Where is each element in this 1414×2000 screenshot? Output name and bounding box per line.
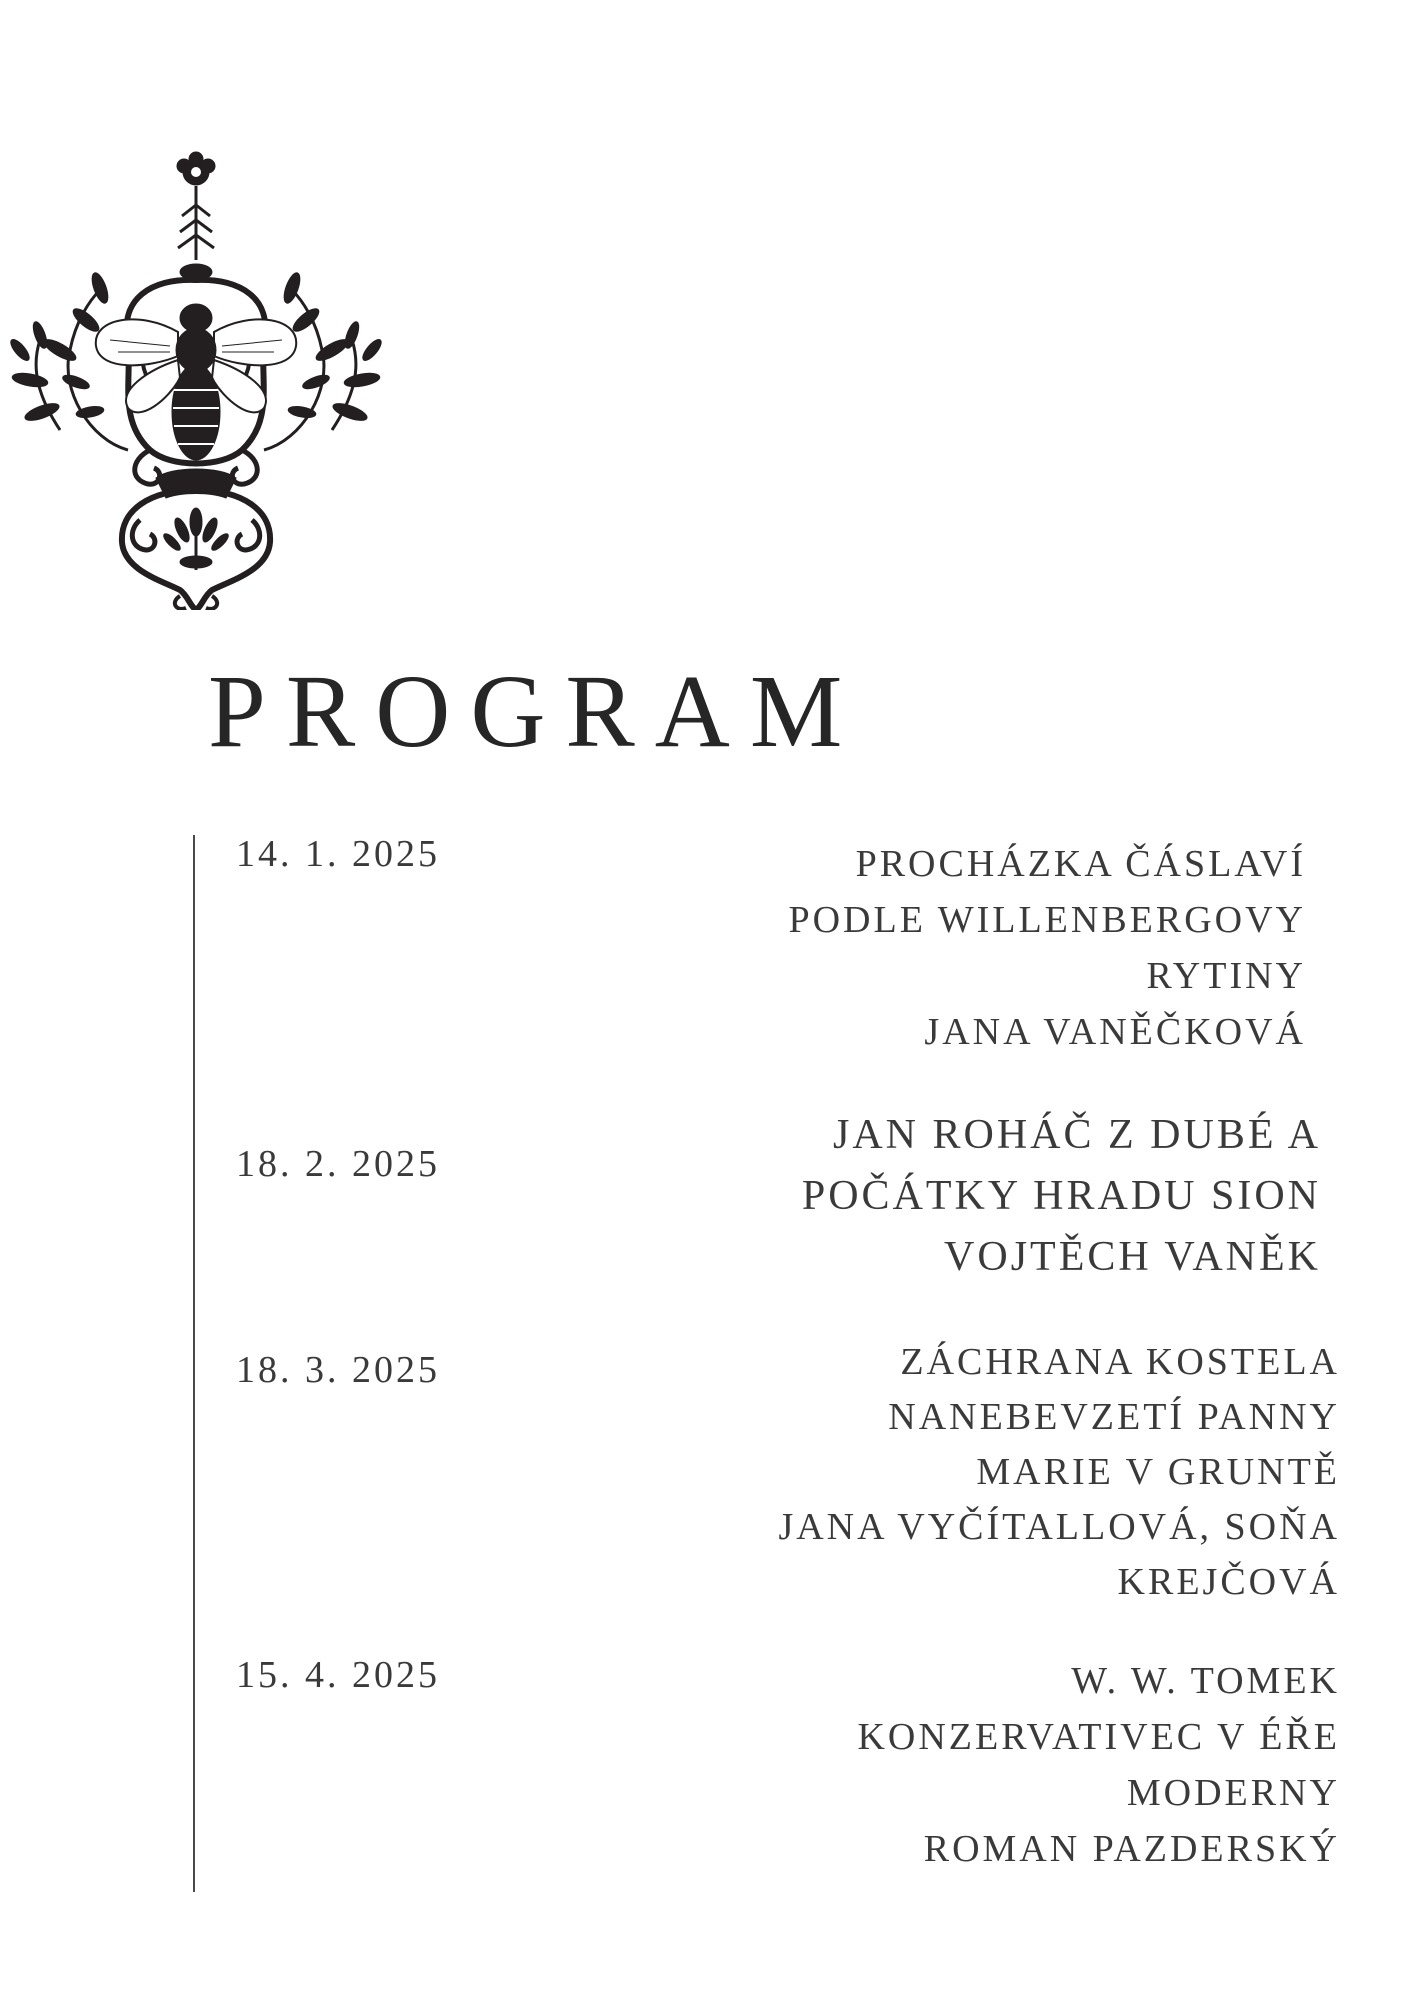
- event-title-line: JAN ROHÁČ Z DUBÉ A: [832, 1112, 1321, 1158]
- event-description: [802, 1105, 1321, 1288]
- event-title-line: POČÁTKY HRADU SION: [801, 1173, 1321, 1219]
- page-title: PROGRAM: [208, 654, 863, 769]
- event-speaker: VOJTĚCH VANĚK: [944, 1234, 1321, 1280]
- event-description: [778, 1335, 1340, 1610]
- event-date: 18. 2. 2025: [236, 1143, 440, 1185]
- event-title-line: MARIE V GRUNTĚ: [976, 1451, 1340, 1493]
- event-date: 15. 4. 2025: [236, 1654, 440, 1696]
- event-date: 14. 1. 2025: [236, 833, 440, 875]
- bee-emblem: [0, 150, 390, 610]
- event-speaker: JANA VANĚČKOVÁ: [924, 1011, 1306, 1053]
- event-title-line: PROCHÁZKA ČÁSLAVÍ: [855, 843, 1306, 885]
- event-description: [857, 1653, 1340, 1877]
- event-title-line: NANEBEVZETÍ PANNY: [888, 1396, 1340, 1438]
- event-title-line: W. W. TOMEK: [1071, 1660, 1340, 1702]
- event-speaker: JANA VYČÍTALLOVÁ, SOŇA: [778, 1506, 1340, 1548]
- event-title-line: PODLE WILLENBERGOVY: [788, 899, 1306, 941]
- event-title-line: MODERNY: [1126, 1772, 1340, 1814]
- timeline-divider: [193, 835, 195, 1892]
- event-speaker: KREJČOVÁ: [1117, 1561, 1340, 1603]
- event-title-line: RYTINY: [1146, 955, 1306, 997]
- bee-ornament-icon: [0, 150, 390, 610]
- event-speaker: ROMAN PAZDERSKÝ: [923, 1828, 1340, 1870]
- event-date: 18. 3. 2025: [236, 1349, 440, 1391]
- event-title-line: KONZERVATIVEC V ÉŘE: [857, 1716, 1340, 1758]
- event-description: [788, 836, 1306, 1060]
- event-title-line: ZÁCHRANA KOSTELA: [900, 1341, 1340, 1383]
